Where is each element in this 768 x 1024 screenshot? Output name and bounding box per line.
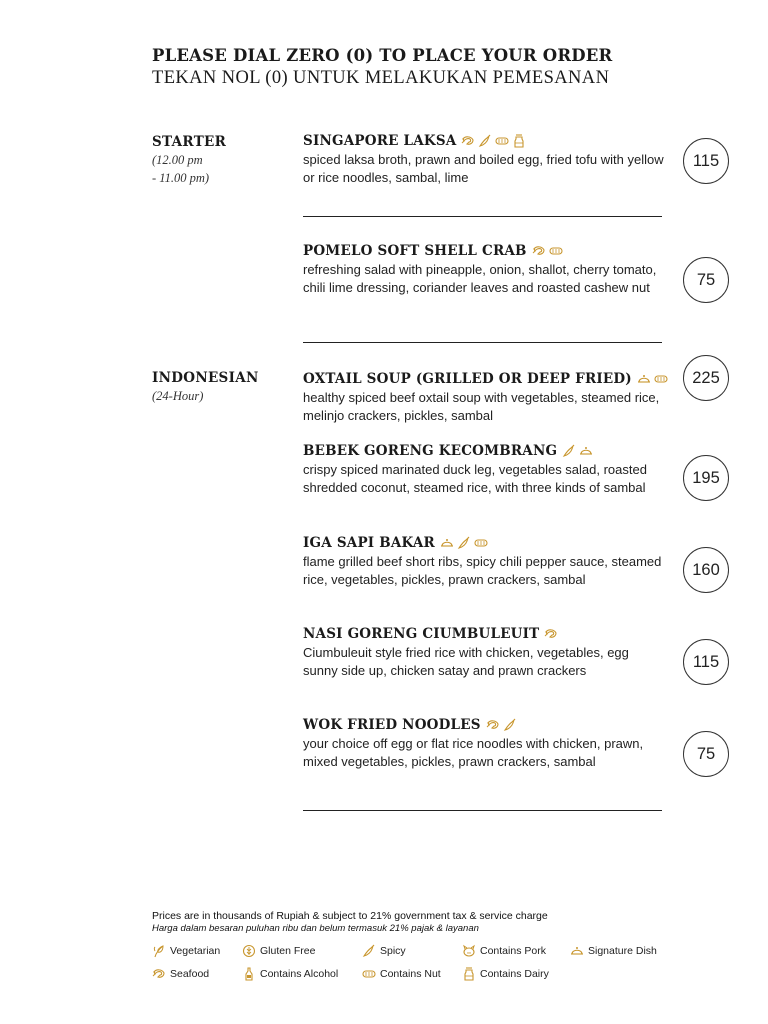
price-note xyxy=(152,910,712,935)
item-description: Ciumbuleuit style fried rice with chicken, vegetables, egg sunny side up, chicken satay and prawn crackers xyxy=(303,645,629,679)
legend-contains-pork xyxy=(462,944,546,958)
signature-icon xyxy=(637,372,651,386)
spicy-icon xyxy=(362,944,376,958)
legend-contains-alcohol xyxy=(242,967,338,981)
price-badge: 115 xyxy=(683,138,729,184)
divider xyxy=(303,216,662,217)
section-hours: (24-Hour) xyxy=(152,389,204,403)
price-badge: 160 xyxy=(683,547,729,593)
vegetarian-icon xyxy=(152,944,166,958)
dairy-icon xyxy=(462,967,476,981)
divider xyxy=(303,342,662,343)
menu-item-pomelo-soft-shell-crab xyxy=(303,242,665,298)
item-description: healthy spiced beef oxtail soup with vegetables, steamed rice, melinjo crackers, pickles, sambal xyxy=(303,390,660,424)
legend-signature-dish xyxy=(570,944,657,958)
nut-icon xyxy=(495,134,509,148)
legend-label: Contains Dairy xyxy=(480,968,549,980)
item-description: your choice off egg or flat rice noodles with chicken, prawn, mixed vegetables, pickles, prawn crackers, sambal xyxy=(303,736,644,770)
seafood-icon xyxy=(152,967,166,981)
seafood-icon xyxy=(461,134,475,148)
pork-icon xyxy=(462,944,476,958)
section-hours: (12.00 pm xyxy=(152,153,203,167)
item-title: NASI GORENG CIUMBULEUIT xyxy=(303,626,540,642)
item-title: WOK FRIED NOODLES xyxy=(303,717,481,733)
item-title: POMELO SOFT SHELL CRAB xyxy=(303,243,527,259)
menu-item-singapore-laksa xyxy=(303,132,665,188)
menu-item-wok-fried-noodles xyxy=(303,716,665,772)
section-name: INDONESIAN xyxy=(152,370,259,386)
section-starter xyxy=(152,133,226,187)
item-description: flame grilled beef short ribs, spicy chili pepper sauce, steamed rice, vegetables, pickles, prawn crackers, sambal xyxy=(303,554,662,588)
divider xyxy=(303,810,662,811)
price-badge: 115 xyxy=(683,639,729,685)
price-badge: 195 xyxy=(683,455,729,501)
spicy-icon xyxy=(478,134,492,148)
legend-seafood xyxy=(152,967,209,981)
price-note-en: Prices are in thousands of Rupiah & subject to 21% government tax & service charge xyxy=(152,910,548,922)
item-description: spiced laksa broth, prawn and boiled egg, fried tofu with yellow or rice noodles, sambal, lime xyxy=(303,152,664,186)
signature-icon xyxy=(579,444,593,458)
menu-item-iga-sapi-bakar xyxy=(303,534,665,590)
legend-contains-nut xyxy=(362,967,441,981)
legend-label: Seafood xyxy=(170,968,210,980)
nut-icon xyxy=(474,536,488,550)
section-indonesian xyxy=(152,369,259,405)
item-description: crispy spiced marinated duck leg, vegetables salad, roasted shredded coconut, steamed rice, with three kinds of sambal xyxy=(303,462,647,496)
legend-spicy xyxy=(362,944,406,958)
legend-label: Spicy xyxy=(380,945,406,957)
seafood-icon xyxy=(532,244,546,258)
legend-gluten-free xyxy=(242,944,315,958)
legend-label: Vegetarian xyxy=(170,945,221,957)
signature-icon xyxy=(570,944,584,958)
legend-vegetarian xyxy=(152,944,220,958)
price-badge: 75 xyxy=(683,257,729,303)
signature-icon xyxy=(440,536,454,550)
nut-icon xyxy=(549,244,563,258)
dairy-icon xyxy=(512,134,526,148)
gluten-free-icon xyxy=(242,944,256,958)
spicy-icon xyxy=(503,718,517,732)
item-title: IGA SAPI BAKAR xyxy=(303,535,435,551)
item-title: OXTAIL SOUP (GRILLED OR DEEP FRIED) xyxy=(303,371,632,387)
item-title: BEBEK GORENG KECOMBRANG xyxy=(303,443,558,459)
section-hours: - 11.00 pm) xyxy=(152,171,210,185)
seafood-icon xyxy=(486,718,500,732)
spicy-icon xyxy=(562,444,576,458)
header-line-en: PLEASE DIAL ZERO (0) TO PLACE YOUR ORDER xyxy=(152,46,613,65)
spicy-icon xyxy=(457,536,471,550)
nut-icon xyxy=(362,967,376,981)
legend-label: Contains Nut xyxy=(380,968,441,980)
item-description: refreshing salad with pineapple, onion, shallot, cherry tomato, chili lime dressing, coriander leaves and roasted cashew nut xyxy=(303,262,657,296)
legend-contains-dairy xyxy=(462,967,549,981)
price-note-id: Harga dalam besaran puluhan ribu dan belum termasuk 21% pajak & layanan xyxy=(152,923,479,934)
item-title: SINGAPORE LAKSA xyxy=(303,133,457,149)
header-line-id: TEKAN NOL (0) UNTUK MELAKUKAN PEMESANAN xyxy=(152,68,610,88)
seafood-icon xyxy=(544,627,558,641)
alcohol-icon xyxy=(242,967,256,981)
section-name: STARTER xyxy=(152,134,227,150)
page-header xyxy=(152,45,612,89)
legend-label: Contains Pork xyxy=(480,945,546,957)
menu-item-nasi-goreng-ciumbuleuit xyxy=(303,625,665,681)
nut-icon xyxy=(654,372,668,386)
legend-label: Signature Dish xyxy=(588,945,657,957)
legend-label: Contains Alcohol xyxy=(260,968,339,980)
price-badge: 75 xyxy=(683,731,729,777)
menu-item-bebek-goreng-kecombrang xyxy=(303,442,665,498)
menu-item-oxtail-soup xyxy=(303,370,665,426)
legend-label: Gluten Free xyxy=(260,945,316,957)
price-badge: 225 xyxy=(683,355,729,401)
